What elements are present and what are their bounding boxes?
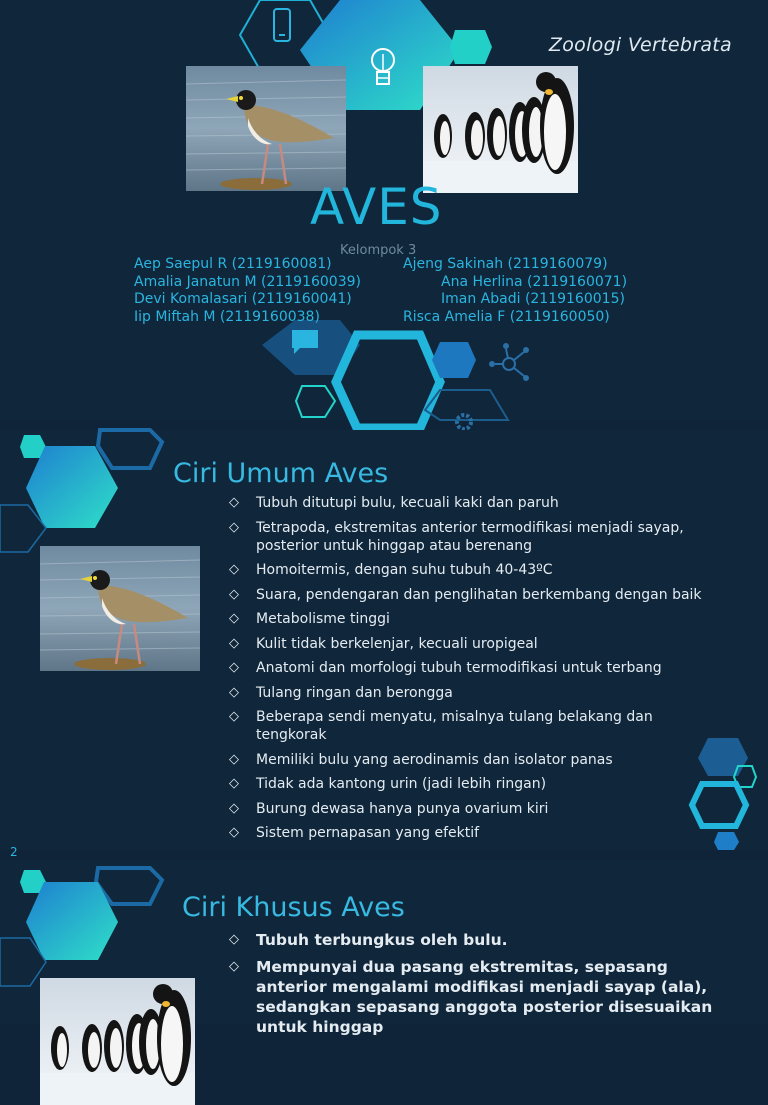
- bullet-list: [229, 494, 719, 849]
- bullet-text: Burung dewasa hanya punya ovarium kiri: [256, 800, 549, 817]
- bullet-text: Tidak ada kantong urin (jadi lebih ringan): [256, 776, 547, 792]
- diamond-bullet-icon: ◇: [229, 611, 239, 626]
- bullet-text: Suara, pendengaran dan penglihatan berkembang dengan baik: [256, 586, 702, 603]
- slide-title: Ciri Khusus Aves: [182, 892, 405, 923]
- bullet-item: [229, 930, 739, 950]
- bullet-item: [229, 800, 719, 818]
- diamond-bullet-icon: ◇: [229, 776, 239, 791]
- bullet-item: [229, 494, 719, 512]
- diamond-bullet-icon: ◇: [229, 586, 239, 602]
- diamond-bullet-icon: ◇: [229, 932, 239, 947]
- diamond-bullet-icon: ◇: [229, 751, 239, 767]
- lapwing-bird-photo: [40, 546, 200, 671]
- bullet-item: [229, 708, 719, 744]
- member-name: Iman Abadi (2119160015): [441, 291, 625, 307]
- member-name: Amalia Janatun M (2119160039): [134, 274, 361, 290]
- chat-bubble-icon: [288, 326, 322, 358]
- bullet-item: [229, 824, 719, 842]
- bullet-text: Tulang ringan dan berongga: [256, 684, 453, 701]
- bullet-item: [229, 659, 719, 677]
- ciri-umum-slide: [0, 430, 768, 859]
- diamond-bullet-icon: ◇: [229, 709, 239, 724]
- lightbulb-icon: [368, 42, 398, 98]
- bullet-item: [229, 751, 719, 769]
- slide-title: Ciri Umum Aves: [173, 458, 389, 489]
- bullet-text: Metabolisme tinggi: [256, 611, 390, 627]
- gear-icon: [452, 410, 476, 420]
- diamond-bullet-icon: ◇: [229, 660, 239, 675]
- bullet-text: Beberapa sendi menyatu, misalnya tulang belakang dan tengkorak: [256, 709, 653, 743]
- bullet-text: Tubuh terbungkus oleh bulu.: [256, 931, 508, 949]
- bullet-text: Mempunyai dua pasang ekstremitas, sepasang anterior mengalami modifikasi menjadi sayap (ala), sedangkan sepasang anggota posterior disesuaikan untuk hinggap: [256, 958, 713, 1036]
- bullet-item: [229, 519, 719, 555]
- phone-icon: [271, 8, 293, 42]
- course-subtitle: Zoologi Vertebrata: [548, 34, 732, 56]
- diamond-bullet-icon: ◇: [229, 562, 239, 577]
- diamond-bullet-icon: ◇: [229, 519, 239, 535]
- bullet-list: [229, 930, 739, 1044]
- bullet-item: [229, 635, 719, 653]
- title-slide: [0, 0, 768, 420]
- member-name: Aep Saepul R (2119160081): [134, 256, 332, 272]
- diamond-bullet-icon: ◇: [229, 495, 239, 510]
- bullet-item: [229, 957, 739, 1037]
- member-name: Risca Amelia F (2119160050): [403, 309, 610, 325]
- ciri-khusus-slide: [0, 860, 768, 1036]
- network-icon: [484, 342, 534, 386]
- diamond-bullet-icon: ◇: [229, 959, 239, 974]
- group-label: Kelompok 3: [340, 243, 417, 258]
- diamond-bullet-icon: ◇: [229, 635, 239, 651]
- penguins-photo: [423, 66, 578, 193]
- bullet-item: [229, 586, 719, 604]
- penguins-photo: [40, 978, 195, 1105]
- bullet-text: Kulit tidak berkelenjar, kecuali uropigeal: [256, 635, 538, 652]
- bullet-text: Homoitermis, dengan suhu tubuh 40-43ºC: [256, 562, 553, 578]
- bullet-text: Anatomi dan morfologi tubuh termodifikasi untuk terbang: [256, 660, 662, 676]
- bullet-item: [229, 610, 719, 628]
- slide-number: 2: [10, 845, 18, 859]
- bullet-text: Tubuh ditutupi bulu, kecuali kaki dan paruh: [256, 495, 559, 511]
- page-title: AVES: [310, 178, 443, 236]
- member-name: Iip Miftah M (2119160038): [134, 309, 320, 325]
- bullet-text: Sistem pernapasan yang efektif: [256, 825, 480, 841]
- bullet-item: [229, 775, 719, 793]
- diamond-bullet-icon: ◇: [229, 684, 239, 700]
- lapwing-bird-photo: [186, 66, 346, 191]
- member-name: Devi Komalasari (2119160041): [134, 291, 352, 307]
- diamond-bullet-icon: ◇: [229, 800, 239, 816]
- bullet-text: Memiliki bulu yang aerodinamis dan isolator panas: [256, 751, 613, 768]
- bullet-item: [229, 684, 719, 702]
- diamond-bullet-icon: ◇: [229, 825, 239, 840]
- member-name: Ana Herlina (2119160071): [441, 274, 628, 290]
- bullet-text: Tetrapoda, ekstremitas anterior termodifikasi menjadi sayap, posterior untuk hinggap atau berenang: [256, 519, 684, 554]
- member-name: Ajeng Sakinah (2119160079): [403, 256, 608, 272]
- bullet-item: [229, 561, 719, 579]
